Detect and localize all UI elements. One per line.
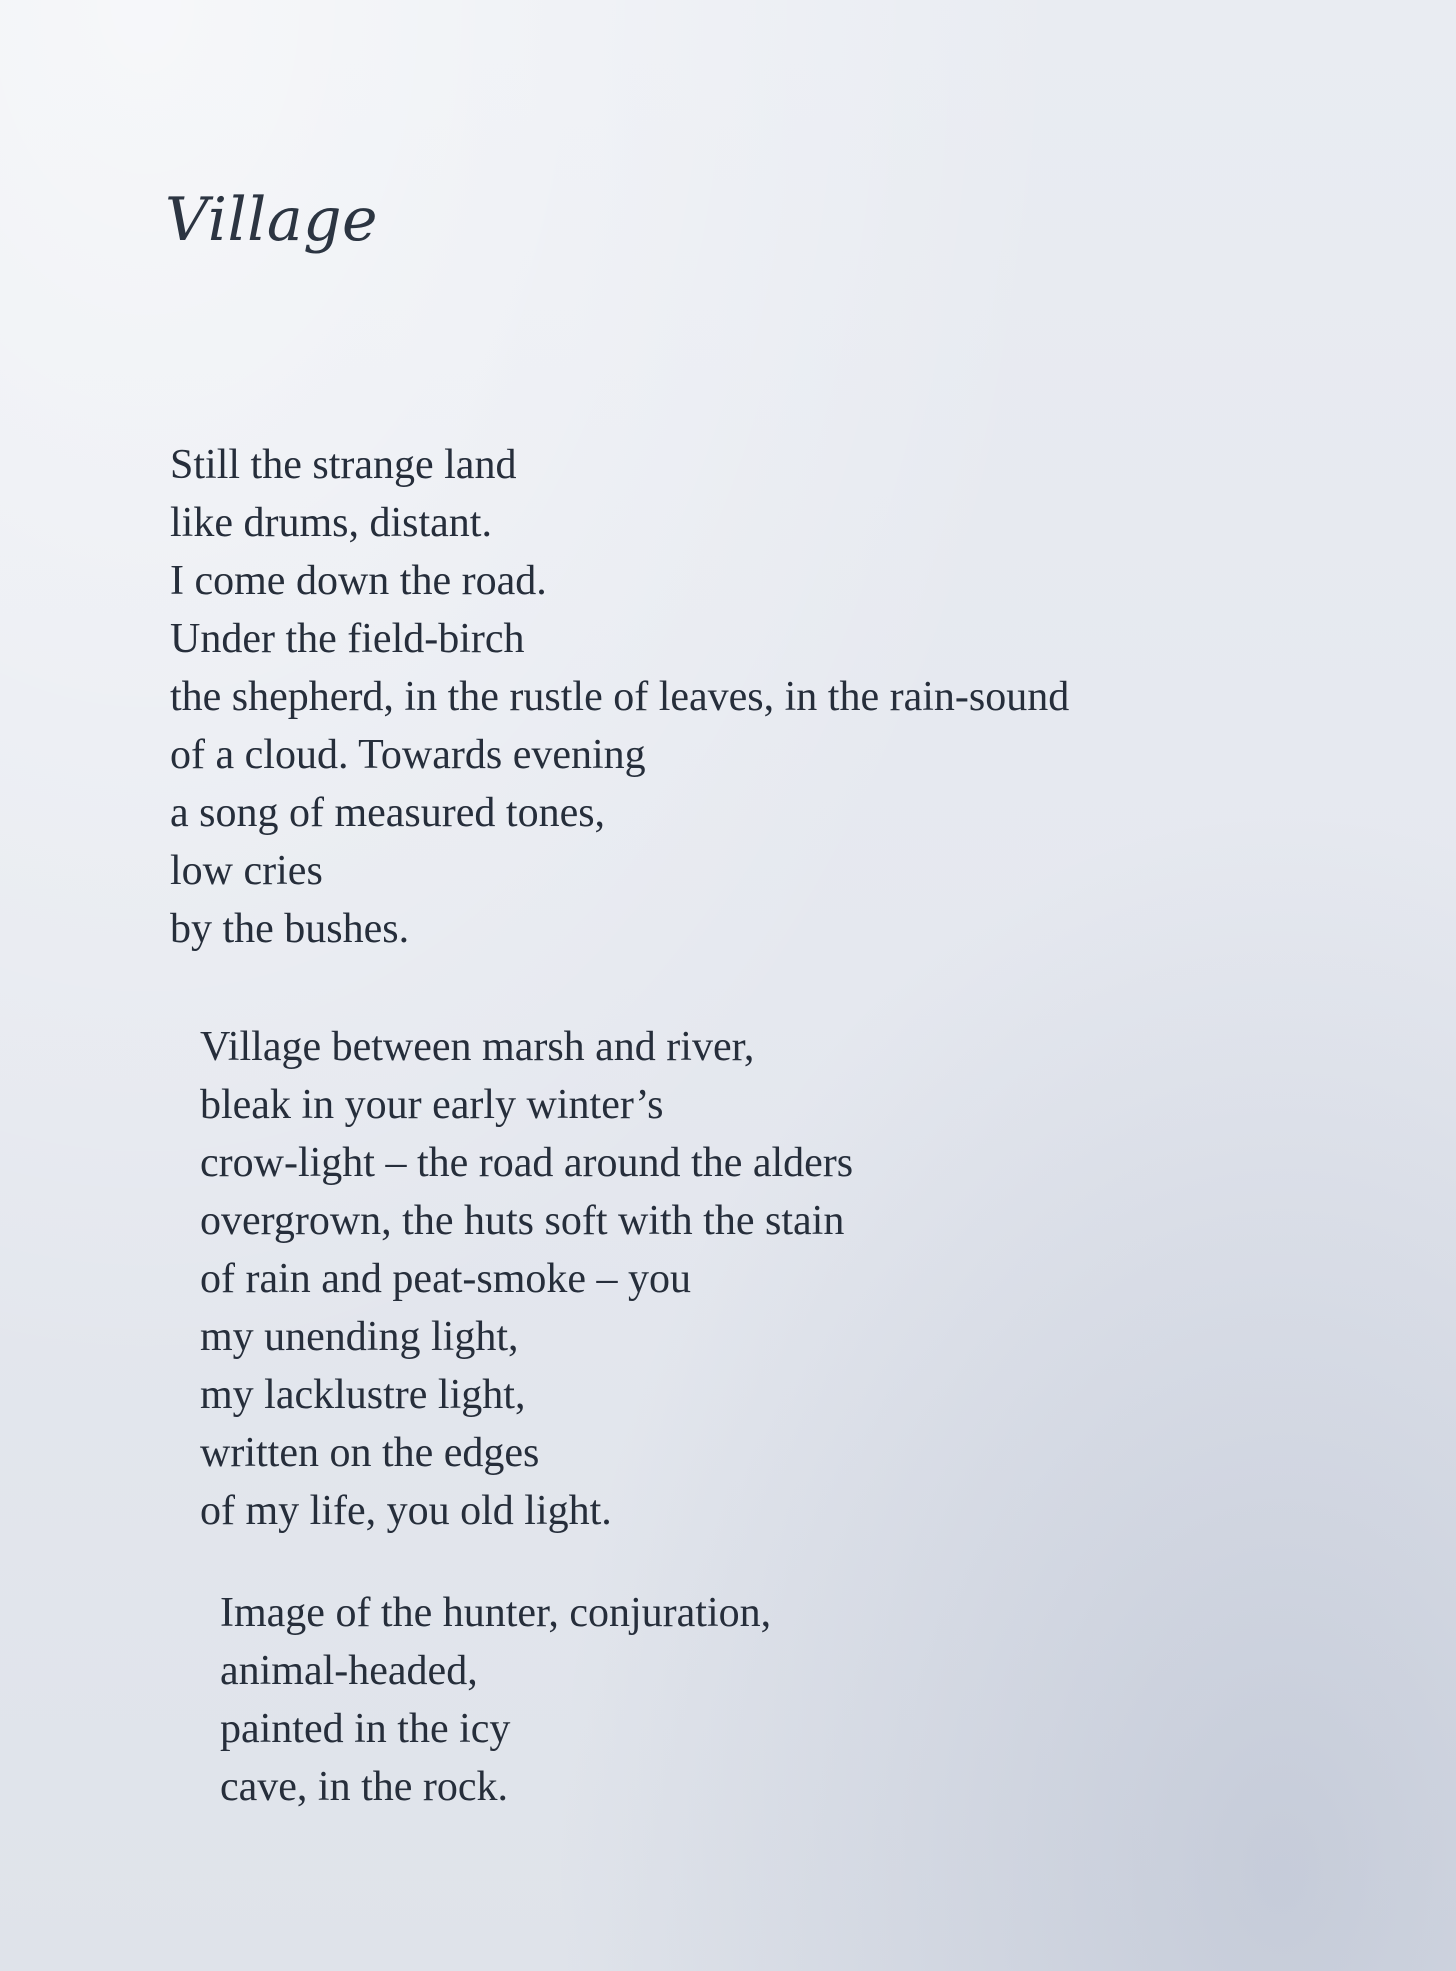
poem-line: animal-headed, [220,1648,478,1694]
poem-line: my lacklustre light, [200,1372,526,1418]
poem-line: I come down the road. [170,558,547,604]
poem-line: bleak in your early winter’s [200,1082,664,1128]
poem-line: the shepherd, in the rustle of leaves, in the rain-sound [170,674,1070,720]
poem-line: written on the edges [200,1430,540,1476]
poem-line: Image of the hunter, conjuration, [220,1590,772,1636]
poem-line: crow-light – the road around the alders [200,1140,854,1186]
poem-line: by the bushes. [170,906,410,952]
poem-line: my unending light, [200,1314,519,1360]
poem-line: of my life, you old light. [200,1488,612,1534]
poem-line: a song of measured tones, [170,790,606,836]
stanza-3 [220,1584,771,1816]
poem-line: cave, in the rock. [220,1764,509,1810]
poem-line: like drums, distant. [170,500,492,546]
poem-line: Under the field-birch [170,616,525,662]
poem-line: overgrown, the huts soft with the stain [200,1198,845,1244]
poem-line: of rain and peat-smoke – you [200,1256,692,1302]
poem-title: Village [165,185,379,255]
poem-line: low cries [170,848,323,894]
stanza-1 [170,436,1069,958]
poem-line: of a cloud. Towards evening [170,732,646,778]
stanza-2 [200,1018,853,1540]
poem-line: painted in the icy [220,1706,511,1752]
poem-line: Village between marsh and river, [200,1024,755,1070]
poem-line: Still the strange land [170,442,517,488]
